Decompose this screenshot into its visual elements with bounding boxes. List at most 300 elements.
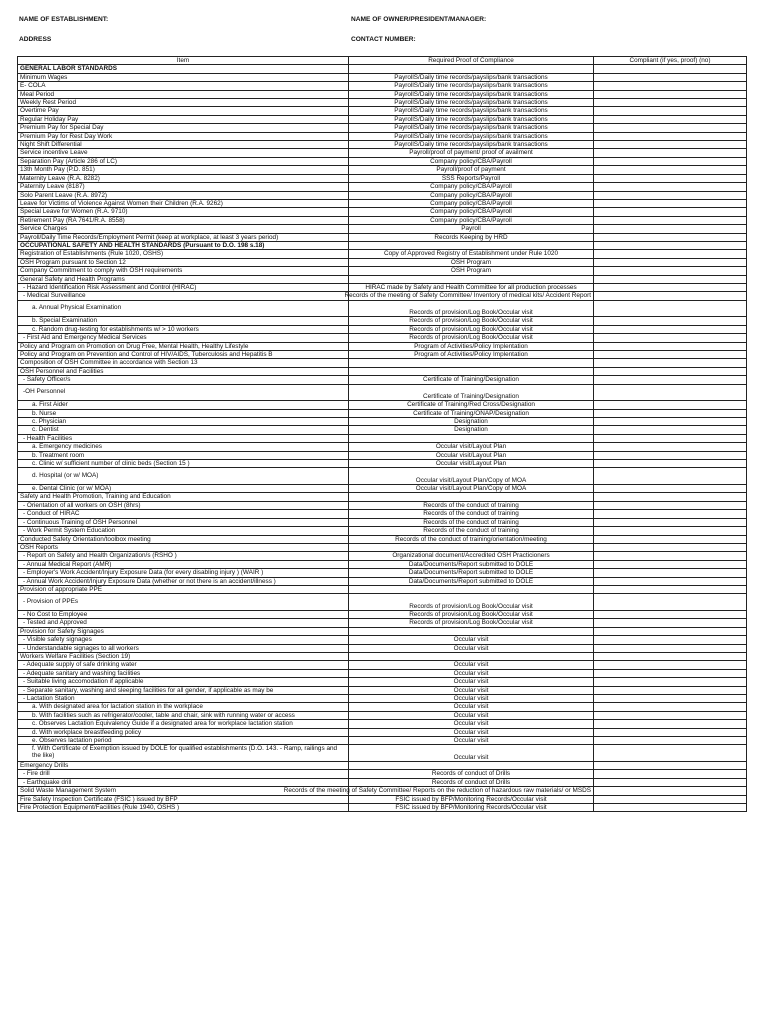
proof-cell: Occular visit/Layout Plan	[349, 443, 594, 451]
proof-cell: Records of provision/Log Book/Occular visit	[349, 334, 594, 342]
checklist-body	[18, 65, 747, 812]
compliance-cell[interactable]	[594, 737, 747, 745]
compliance-cell[interactable]	[594, 90, 747, 98]
table-row	[18, 208, 747, 216]
compliance-cell[interactable]	[594, 359, 747, 367]
table-row	[18, 300, 747, 317]
table-row	[18, 787, 747, 795]
table-row	[18, 107, 747, 115]
compliance-cell[interactable]	[594, 208, 747, 216]
table-row	[18, 652, 747, 660]
address-label: ADDRESS	[19, 36, 52, 43]
compliance-cell[interactable]	[594, 107, 747, 115]
proof-cell: Records of provision/Log Book/Occular visit	[349, 594, 594, 611]
proof-cell: SSS Reports/Payroll	[349, 174, 594, 182]
compliance-cell[interactable]	[594, 661, 747, 669]
compliance-cell[interactable]	[594, 527, 747, 535]
compliance-cell[interactable]	[594, 695, 747, 703]
proof-cell	[349, 493, 594, 501]
table-row	[18, 174, 747, 182]
item-cell: Regular Holiday Pay	[18, 115, 349, 123]
table-row	[18, 804, 747, 812]
compliance-cell[interactable]	[594, 317, 747, 325]
proof-cell: Certificate of Training/Red Cross/Designation	[349, 401, 594, 409]
compliance-cell[interactable]	[594, 443, 747, 451]
proof-cell: Records of the conduct of training	[349, 510, 594, 518]
compliance-cell[interactable]	[594, 174, 747, 182]
table-row	[18, 317, 747, 325]
compliance-cell[interactable]	[594, 804, 747, 812]
compliance-cell[interactable]	[594, 342, 747, 350]
item-cell: b. Treatment room	[18, 451, 349, 459]
table-row	[18, 711, 747, 719]
table-row	[18, 720, 747, 728]
table-row	[18, 166, 747, 174]
proof-cell: Data/Documents/Report submitted to DOLE	[349, 560, 594, 568]
item-cell: Solo Parent Leave (R.A. 8972)	[18, 191, 349, 199]
proof-cell: OSH Program	[349, 258, 594, 266]
proof-cell: Records of conduct of Drills	[349, 778, 594, 786]
table-row	[18, 351, 747, 359]
proof-cell	[349, 241, 594, 249]
proof-cell: PayrollS/Daily time records/payslips/bank transactions	[349, 141, 594, 149]
compliance-cell[interactable]	[594, 636, 747, 644]
proof-cell: Occular visit	[349, 720, 594, 728]
compliance-cell[interactable]	[594, 283, 747, 291]
item-cell: a. Annual Physical Examination	[18, 300, 349, 317]
item-cell: Separation Pay (Article 286 of LC)	[18, 157, 349, 165]
table-row	[18, 619, 747, 627]
table-row	[18, 686, 747, 694]
table-row	[18, 485, 747, 493]
item-cell: Company Commitment to comply with OSH requirements	[18, 267, 349, 275]
compliance-cell[interactable]	[594, 543, 747, 551]
compliance-cell[interactable]	[594, 728, 747, 736]
item-cell: b. With facilities such as refrigerator/cooler, table and chair, sink with running water or access	[18, 711, 349, 719]
table-row	[18, 518, 747, 526]
item-cell: Meal Period	[18, 90, 349, 98]
table-row	[18, 510, 747, 518]
proof-cell	[349, 585, 594, 593]
compliance-cell[interactable]	[594, 552, 747, 560]
contact-label: CONTACT NUMBER:	[351, 36, 416, 43]
compliance-cell[interactable]	[594, 124, 747, 132]
item-cell: Minimum Wages	[18, 73, 349, 81]
compliance-cell[interactable]	[594, 132, 747, 140]
table-row	[18, 543, 747, 551]
compliance-cell[interactable]	[594, 762, 747, 770]
item-cell: General Safety and Health Programs	[18, 275, 349, 283]
item-cell: OSH Program pursuant to Section 12	[18, 258, 349, 266]
table-row	[18, 401, 747, 409]
item-cell: - Visible safety signages	[18, 636, 349, 644]
item-cell: Conducted Safety Orientation/toolbox meeting	[18, 535, 349, 543]
proof-cell: Occular visit	[349, 737, 594, 745]
compliance-cell[interactable]	[594, 401, 747, 409]
compliance-cell[interactable]	[594, 501, 747, 509]
item-cell: Overtime Pay	[18, 107, 349, 115]
item-cell: - Hazard Identification Risk Assessment and Control (HIRAC)	[18, 283, 349, 291]
compliance-cell[interactable]	[594, 585, 747, 593]
proof-cell	[349, 652, 594, 660]
item-cell: - First Aid and Emergency Medical Services	[18, 334, 349, 342]
table-row	[18, 90, 747, 98]
item-cell: - Annual Work Accident/Injury Exposure Data (whether or not there is an accident/illness )	[18, 577, 349, 585]
table-row	[18, 501, 747, 509]
proof-cell: Occular visit	[349, 661, 594, 669]
compliance-cell[interactable]	[594, 82, 747, 90]
proof-cell: Certificate of Training/Designation	[349, 384, 594, 401]
proof-cell: Records of the conduct of training	[349, 527, 594, 535]
item-cell: OSH Personnel and Facilities	[18, 367, 349, 375]
proof-cell: Occular visit	[349, 644, 594, 652]
item-cell: Emergency Drills	[18, 762, 349, 770]
item-cell: Policy and Program on Prevention and Control of HIV/AIDS, Tuberculosis and Hepatitis B	[18, 351, 349, 359]
item-cell: a. Emergency medicines	[18, 443, 349, 451]
compliance-cell[interactable]	[594, 149, 747, 157]
compliance-cell[interactable]	[594, 267, 747, 275]
compliance-cell[interactable]	[594, 468, 747, 485]
compliance-cell[interactable]	[594, 199, 747, 207]
item-cell: Payroll/Daily Time Records/Employment Permit (keep at workplace, at least 3 years period)	[18, 233, 349, 241]
table-row	[18, 342, 747, 350]
table-row	[18, 527, 747, 535]
item-cell: e. Observes lactation period	[18, 737, 349, 745]
compliance-cell[interactable]	[594, 292, 747, 300]
item-cell: Premium Pay for Rest Day Work	[18, 132, 349, 140]
proof-cell: Occular visit	[349, 703, 594, 711]
table-row	[18, 149, 747, 157]
compliance-cell[interactable]	[594, 518, 747, 526]
compliance-cell[interactable]	[594, 703, 747, 711]
proof-cell: PayrollS/Daily time records/payslips/bank transactions	[349, 90, 594, 98]
proof-cell: Company policy/CBA/Payroll	[349, 199, 594, 207]
item-cell: Provision for Safety Signages	[18, 627, 349, 635]
table-row	[18, 376, 747, 384]
table-row	[18, 443, 747, 451]
item-cell: b. Special Examination	[18, 317, 349, 325]
proof-cell: Payroll	[349, 225, 594, 233]
compliance-cell[interactable]	[594, 141, 747, 149]
table-row	[18, 627, 747, 635]
compliance-cell[interactable]	[594, 678, 747, 686]
proof-cell: Organizational document/Accredited OSH Practicioners	[349, 552, 594, 560]
item-cell: c. Physician	[18, 418, 349, 426]
item-cell: a. With designated area for lactation station in the workplace	[18, 703, 349, 711]
proof-cell: Occular visit	[349, 728, 594, 736]
compliance-cell[interactable]	[594, 191, 747, 199]
compliance-cell[interactable]	[594, 577, 747, 585]
table-row	[18, 258, 747, 266]
compliance-cell[interactable]	[594, 216, 747, 224]
compliance-cell[interactable]	[594, 275, 747, 283]
item-cell: Leave for Victims of Violence Against Women their Children (R.A. 9262)	[18, 199, 349, 207]
compliance-cell[interactable]	[594, 493, 747, 501]
proof-cell: Occular visit/Layout Plan	[349, 451, 594, 459]
proof-cell: Records of the meeting of Safety Committee/ Reports on the reduction of hazardous raw materials/ or MSDS	[349, 787, 594, 795]
proof-cell: Payroll/proof of payment/ proof of availment	[349, 149, 594, 157]
item-cell: Service incentive Leave	[18, 149, 349, 157]
proof-cell: Occular visit/Layout Plan/Copy of MOA	[349, 468, 594, 485]
item-cell: -OH Personnel	[18, 384, 349, 401]
item-cell: c. Random drug-testing for establishments w/ > 10 workers	[18, 325, 349, 333]
proof-cell: Records of the conduct of training	[349, 518, 594, 526]
compliance-cell[interactable]	[594, 686, 747, 694]
table-row	[18, 644, 747, 652]
item-cell: - Employer's Work Accident/Injury Exposure Data (for every disabling injury ) (WAIR )	[18, 569, 349, 577]
item-cell: Night Shift Differential	[18, 141, 349, 149]
item-cell: Fire Protection Equipment/Facilities (Rule 1940, OSHS )	[18, 804, 349, 812]
table-row	[18, 745, 747, 762]
table-row	[18, 585, 747, 593]
table-row	[18, 115, 747, 123]
proof-cell	[349, 543, 594, 551]
compliance-cell[interactable]	[594, 434, 747, 442]
item-cell: b. Nurse	[18, 409, 349, 417]
item-cell: Retirement Pay (RA 7641/R.A. 8558)	[18, 216, 349, 224]
compliance-cell[interactable]	[594, 65, 747, 73]
compliance-cell[interactable]	[594, 367, 747, 375]
compliance-cell[interactable]	[594, 409, 747, 417]
proof-cell: Payroll/proof of payment	[349, 166, 594, 174]
compliance-cell[interactable]	[594, 384, 747, 401]
proof-cell: PayrollS/Daily time records/payslips/bank transactions	[349, 115, 594, 123]
item-cell: - Lactation Station	[18, 695, 349, 703]
compliance-cell[interactable]	[594, 334, 747, 342]
item-cell: Policy and Program on Promotion on Drug Free, Mental Health, Healthy Lifestyle	[18, 342, 349, 350]
compliance-cell[interactable]	[594, 157, 747, 165]
compliance-cell[interactable]	[594, 787, 747, 795]
item-cell: Special Leave for Women (R.A. 9710)	[18, 208, 349, 216]
item-cell: Solid Waste Management System	[18, 787, 349, 795]
table-row	[18, 267, 747, 275]
table-row	[18, 451, 747, 459]
table-header-row	[18, 57, 747, 65]
compliance-cell[interactable]	[594, 594, 747, 611]
item-cell: - Suitable living accomodation if applicable	[18, 678, 349, 686]
column-header-proof: Required Proof of Compliance	[349, 57, 594, 65]
item-cell: - Orientation of all workers on OSH (8hrs)	[18, 501, 349, 509]
table-row	[18, 216, 747, 224]
proof-cell: PayrollS/Daily time records/payslips/bank transactions	[349, 73, 594, 81]
proof-cell: Occular visit/Layout Plan/Copy of MOA	[349, 485, 594, 493]
compliance-cell[interactable]	[594, 325, 747, 333]
table-row	[18, 535, 747, 543]
table-row	[18, 636, 747, 644]
table-row	[18, 283, 747, 291]
item-cell: E- COLA	[18, 82, 349, 90]
item-cell: c. Dentist	[18, 426, 349, 434]
table-row	[18, 434, 747, 442]
proof-cell: Occular visit/Layout Plan	[349, 460, 594, 468]
compliance-cell[interactable]	[594, 644, 747, 652]
proof-cell: Certificate of Training/Designation	[349, 376, 594, 384]
compliance-cell[interactable]	[594, 778, 747, 786]
item-cell: - Adequate sanitary and washing facilities	[18, 669, 349, 677]
proof-cell: Program of Activities/Policy Implentation	[349, 351, 594, 359]
table-row	[18, 493, 747, 501]
item-cell: d. With workplace breastfeeding policy	[18, 728, 349, 736]
table-row	[18, 695, 747, 703]
compliance-cell[interactable]	[594, 166, 747, 174]
compliance-cell[interactable]	[594, 669, 747, 677]
proof-cell: Records of provision/Log Book/Occular visit	[349, 325, 594, 333]
compliance-cell[interactable]	[594, 73, 747, 81]
compliance-cell[interactable]	[594, 535, 747, 543]
table-row	[18, 678, 747, 686]
compliance-cell[interactable]	[594, 241, 747, 249]
item-cell: GENERAL LABOR STANDARDS	[18, 65, 349, 73]
item-cell: OSH Reports	[18, 543, 349, 551]
item-cell: - Adequate supply of safe drinking water	[18, 661, 349, 669]
proof-cell: Occular visit	[349, 636, 594, 644]
proof-cell: Data/Documents/Report submitted to DOLE	[349, 577, 594, 585]
compliance-cell[interactable]	[594, 376, 747, 384]
compliance-cell[interactable]	[594, 795, 747, 803]
compliance-cell[interactable]	[594, 569, 747, 577]
compliance-cell[interactable]	[594, 460, 747, 468]
table-row	[18, 762, 747, 770]
compliance-cell[interactable]	[594, 225, 747, 233]
compliance-cell[interactable]	[594, 300, 747, 317]
proof-cell: Records of provision/Log Book/Occular visit	[349, 317, 594, 325]
compliance-cell[interactable]	[594, 451, 747, 459]
compliance-cell[interactable]	[594, 183, 747, 191]
table-row	[18, 468, 747, 485]
compliance-cell[interactable]	[594, 560, 747, 568]
proof-cell: FSIC issued by BFP/Monitoring Records/Occular visit	[349, 795, 594, 803]
proof-cell: Occular visit	[349, 686, 594, 694]
table-row	[18, 409, 747, 417]
proof-cell: Program of Activities/Policy Implentation	[349, 342, 594, 350]
compliance-cell[interactable]	[594, 485, 747, 493]
proof-cell: Occular visit	[349, 669, 594, 677]
compliance-cell[interactable]	[594, 258, 747, 266]
item-cell: Fire Safety Inspection Certificate (FSIC ) issued by BFP	[18, 795, 349, 803]
item-cell: f. With Certificate of Exemption issued by DOLE for qualified establishments (D.O. 143. - Ramp, railings and the like)	[18, 745, 349, 762]
table-row	[18, 233, 747, 241]
compliance-cell[interactable]	[594, 627, 747, 635]
column-header-item: Item	[18, 57, 349, 65]
table-row	[18, 569, 747, 577]
proof-cell: Company policy/CBA/Payroll	[349, 191, 594, 199]
table-row	[18, 610, 747, 618]
establishment-label: NAME OF ESTABLISHMENT:	[19, 16, 109, 23]
proof-cell: PayrollS/Daily time records/payslips/bank transactions	[349, 107, 594, 115]
compliance-cell[interactable]	[594, 619, 747, 627]
item-cell: Premium Pay for Special Day	[18, 124, 349, 132]
proof-cell: PayrollS/Daily time records/payslips/bank transactions	[349, 99, 594, 107]
item-cell: Composition of OSH Committee in accordance with Section 13	[18, 359, 349, 367]
table-row	[18, 334, 747, 342]
compliance-cell[interactable]	[594, 711, 747, 719]
proof-cell	[349, 359, 594, 367]
proof-cell	[349, 275, 594, 283]
proof-cell: Copy of Approved Registry of Establishment under Rule 1020	[349, 250, 594, 258]
section-row	[18, 241, 747, 249]
table-row	[18, 292, 747, 300]
table-row	[18, 367, 747, 375]
table-row	[18, 577, 747, 585]
compliance-cell[interactable]	[594, 418, 747, 426]
proof-cell: Records of the conduct of training	[349, 501, 594, 509]
proof-cell	[349, 65, 594, 73]
proof-cell: Records Keeping by HRD	[349, 233, 594, 241]
proof-cell: Occular visit	[349, 678, 594, 686]
owner-label: NAME OF OWNER/PRESIDENT/MANAGER:	[351, 16, 487, 23]
item-cell: - Tested and Approved	[18, 619, 349, 627]
table-row	[18, 199, 747, 207]
proof-cell: Occular visit	[349, 695, 594, 703]
table-row	[18, 737, 747, 745]
compliance-checklist-table	[17, 56, 747, 812]
compliance-cell[interactable]	[594, 233, 747, 241]
section-row	[18, 65, 747, 73]
table-row	[18, 460, 747, 468]
compliance-cell[interactable]	[594, 652, 747, 660]
table-row	[18, 426, 747, 434]
item-cell: - No Cost to Employee	[18, 610, 349, 618]
proof-cell: OSH Program	[349, 267, 594, 275]
compliance-cell[interactable]	[594, 745, 747, 762]
item-cell: - Report on Safety and Health Organization/s (RSHO )	[18, 552, 349, 560]
proof-cell: Occular visit	[349, 745, 594, 762]
compliance-cell[interactable]	[594, 426, 747, 434]
compliance-cell[interactable]	[594, 510, 747, 518]
proof-cell: PayrollS/Daily time records/payslips/bank transactions	[349, 132, 594, 140]
table-row	[18, 728, 747, 736]
compliance-cell[interactable]	[594, 770, 747, 778]
compliance-cell[interactable]	[594, 115, 747, 123]
table-row	[18, 325, 747, 333]
table-row	[18, 73, 747, 81]
compliance-cell[interactable]	[594, 610, 747, 618]
table-row	[18, 191, 747, 199]
item-cell: c. Observes Lactation Equivalency Guide if a designated area for workplace lactation station	[18, 720, 349, 728]
table-row	[18, 661, 747, 669]
item-cell: c. Clinic w/ sufficient number of clinic beds (Section 15 )	[18, 460, 349, 468]
proof-cell: Designation	[349, 418, 594, 426]
proof-cell: FSIC issued by BFP/Monitoring Records/Occular visit	[349, 804, 594, 812]
proof-cell: Certificate of Training/ONAP/Designation	[349, 409, 594, 417]
proof-cell: HIRAC made by Safety and Health Committee for all production processes	[349, 283, 594, 291]
proof-cell: Records of the conduct of training/orientation/meeting	[349, 535, 594, 543]
proof-cell: Occular visit	[349, 711, 594, 719]
proof-cell: Company policy/CBA/Payroll	[349, 157, 594, 165]
proof-cell: PayrollS/Daily time records/payslips/bank transactions	[349, 82, 594, 90]
table-row	[18, 141, 747, 149]
table-row	[18, 795, 747, 803]
item-cell: Workers Welfare Facilities (Section 19)	[18, 652, 349, 660]
item-cell: - Continuous Training of OSH Personnel	[18, 518, 349, 526]
item-cell: - Separate sanitary, washing and sleeping facilities for all gender, if applicable as may be	[18, 686, 349, 694]
item-cell: 13th Month Pay (P.D. 851)	[18, 166, 349, 174]
item-cell: - Fire drill	[18, 770, 349, 778]
compliance-cell[interactable]	[594, 250, 747, 258]
compliance-cell[interactable]	[594, 351, 747, 359]
table-row	[18, 669, 747, 677]
compliance-cell[interactable]	[594, 99, 747, 107]
column-header-compliant: Compliant (if yes, proof) (no)	[594, 57, 747, 65]
compliance-cell[interactable]	[594, 720, 747, 728]
item-cell: - Conduct of HIRAC	[18, 510, 349, 518]
table-row	[18, 99, 747, 107]
item-cell: d. Hospital (or w/ MOA)	[18, 468, 349, 485]
table-row	[18, 770, 747, 778]
table-row	[18, 552, 747, 560]
item-cell: OCCUPATIONAL SAFETY AND HEALTH STANDARDS (Pursuant to D.O. 198 s.18)	[18, 241, 349, 249]
table-row	[18, 560, 747, 568]
